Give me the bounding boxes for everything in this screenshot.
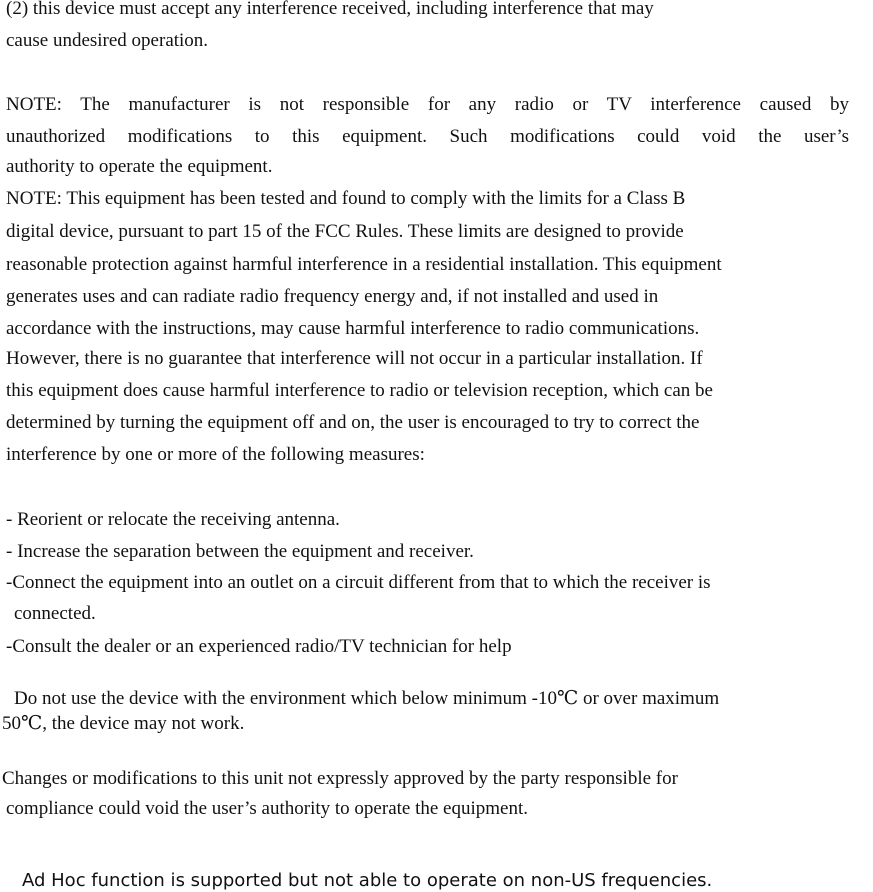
measure-item-1: - Reorient or relocate the receiving antenna. — [6, 509, 340, 530]
measure-item-3-continued: connected. — [14, 603, 96, 624]
measure-item-3: -Connect the equipment into an outlet on a circuit different from that to which the receiver is — [6, 572, 711, 593]
measure-item-2: - Increase the separation between the equipment and receiver. — [6, 541, 474, 562]
note-class-b-line-5: accordance with the instructions, may cause harmful interference to radio communications. — [6, 318, 700, 339]
note-class-b-line-1: NOTE: This equipment has been tested and found to comply with the limits for a Class B — [6, 188, 686, 209]
note-class-b-line-7: this equipment does cause harmful interference to radio or television reception, which can be — [6, 380, 713, 401]
measure-item-4: -Consult the dealer or an experienced radio/TV technician for help — [6, 636, 512, 657]
temperature-note-line-1: Do not use the device with the environment which below minimum -10℃ or over maximum — [14, 688, 720, 709]
note-class-b-line-3: reasonable protection against harmful interference in a residential installation. This equipment — [6, 254, 722, 275]
fcc-condition-line-1: (2) this device must accept any interference received, including interference that may — [6, 0, 654, 19]
note-class-b-line-4: generates uses and can radiate radio frequency energy and, if not installed and used in — [6, 286, 659, 307]
note-class-b-line-2: digital device, pursuant to part 15 of the FCC Rules. These limits are designed to provide — [6, 221, 684, 242]
note-class-b-line-8: determined by turning the equipment off and on, the user is encouraged to try to correct the — [6, 412, 700, 433]
note-class-b-line-9: interference by one or more of the following measures: — [6, 444, 425, 465]
note-manufacturer-line-1: NOTE: The manufacturer is not responsible for any radio or TV interference caused by — [6, 94, 849, 115]
note-class-b-line-6: However, there is no guarantee that interference will not occur in a particular installation. If — [6, 348, 703, 369]
note-manufacturer-line-2: unauthorized modifications to this equipment. Such modifications could void the user’s — [6, 126, 849, 147]
ad-hoc-note: Ad Hoc function is supported but not able to operate on non-US frequencies. — [22, 870, 713, 891]
temperature-note-line-2: 50℃, the device may not work. — [2, 713, 245, 734]
changes-warning-line-1: Changes or modifications to this unit not expressly approved by the party responsible for — [2, 768, 678, 789]
changes-warning-line-2: compliance could void the user’s authority to operate the equipment. — [6, 798, 528, 819]
note-manufacturer-line-3: authority to operate the equipment. — [6, 156, 273, 177]
fcc-condition-line-2: cause undesired operation. — [6, 30, 209, 51]
